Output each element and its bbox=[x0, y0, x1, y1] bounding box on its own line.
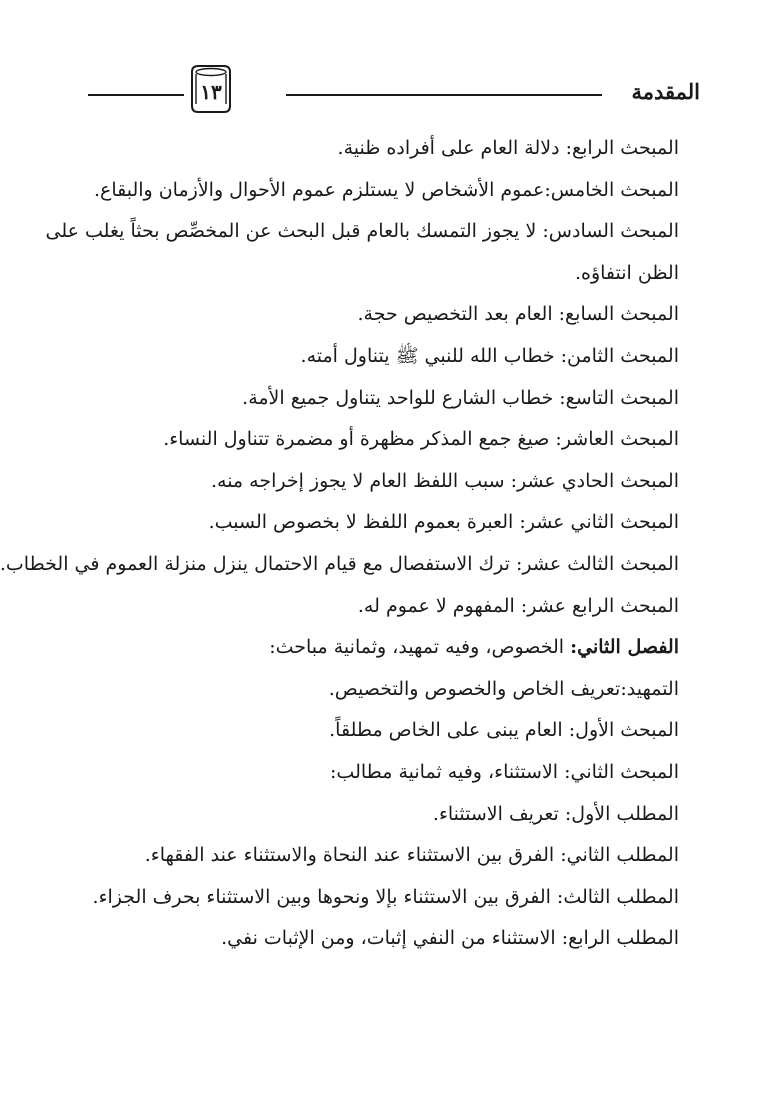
text-line: المبحث الثاني: الاستثناء، وفيه ثمانية مطالب: bbox=[330, 760, 679, 783]
text-line: الظن انتفاؤه. bbox=[574, 261, 679, 284]
text-line: المبحث التاسع: خطاب الشارع للواحد يتناول جميع الأمة. bbox=[242, 386, 679, 409]
section-heading-lead: الفصل الثاني: bbox=[570, 636, 679, 659]
page-number: ١٣ bbox=[200, 80, 222, 104]
header-rule-right bbox=[286, 94, 602, 96]
text-line: المبحث الثالث عشر: ترك الاستفصال مع قيام الاحتمال ينزل منزلة العموم في الخطاب. bbox=[0, 552, 679, 575]
page-number-frame bbox=[188, 64, 234, 114]
text-line: المطلب الثاني: الفرق بين الاستثناء عند النحاة والاستثناء عند الفقهاء. bbox=[144, 844, 679, 867]
text-line: المبحث الثاني عشر: العبرة بعموم اللفظ لا بخصوص السبب. bbox=[208, 511, 679, 534]
section-heading-rest: الخصوص، وفيه تمهيد، وثمانية مباحث: bbox=[269, 636, 571, 659]
text-line: المبحث الخامس:عموم الأشخاص لا يستلزم عموم الأحوال والأزمان والبقاع. bbox=[93, 178, 679, 201]
text-line: المطلب الثالث: الفرق بين الاستثناء بإلا ونحوها وبين الاستثناء بحرف الجزاء. bbox=[92, 885, 679, 908]
text-line: المبحث الحادي عشر: سبب اللفظ العام لا يجوز إخراجه منه. bbox=[210, 469, 679, 492]
text-line: المبحث الرابع: دلالة العام على أفراده ظنية. bbox=[337, 137, 679, 159]
text-line: المبحث السادس: لا يجوز التمسك بالعام قبل البحث عن المخصِّص بحثاً يغلب على bbox=[45, 220, 679, 243]
text-line: المطلب الأول: تعريف الاستثناء. bbox=[432, 802, 679, 825]
text-line: المبحث الأول: العام يبنى على الخاص مطلقاً. bbox=[329, 719, 679, 742]
text-line bbox=[79, 627, 679, 669]
text-line: المبحث السابع: العام بعد التخصيص حجة. bbox=[357, 303, 679, 326]
text-line: المبحث العاشر: صيغ جمع المذكر مظهرة أو مضمرة تتناول النساء. bbox=[163, 428, 679, 451]
table-of-contents-text bbox=[0, 128, 679, 960]
chapter-title: المقدمة bbox=[631, 79, 700, 104]
text-line: المبحث الرابع عشر: المفهوم لا عموم له. bbox=[357, 594, 679, 617]
text-line: المطلب الرابع: الاستثناء من النفي إثبات، ومن الإثبات نفي. bbox=[221, 927, 679, 950]
text-line: التمهيد:تعريف الخاص والخصوص والتخصيص. bbox=[328, 677, 679, 700]
header-rule-left bbox=[88, 94, 184, 96]
text-line: المبحث الثامن: خطاب الله للنبي ﷺ يتناول أمته. bbox=[300, 344, 679, 367]
page-header bbox=[88, 64, 700, 118]
